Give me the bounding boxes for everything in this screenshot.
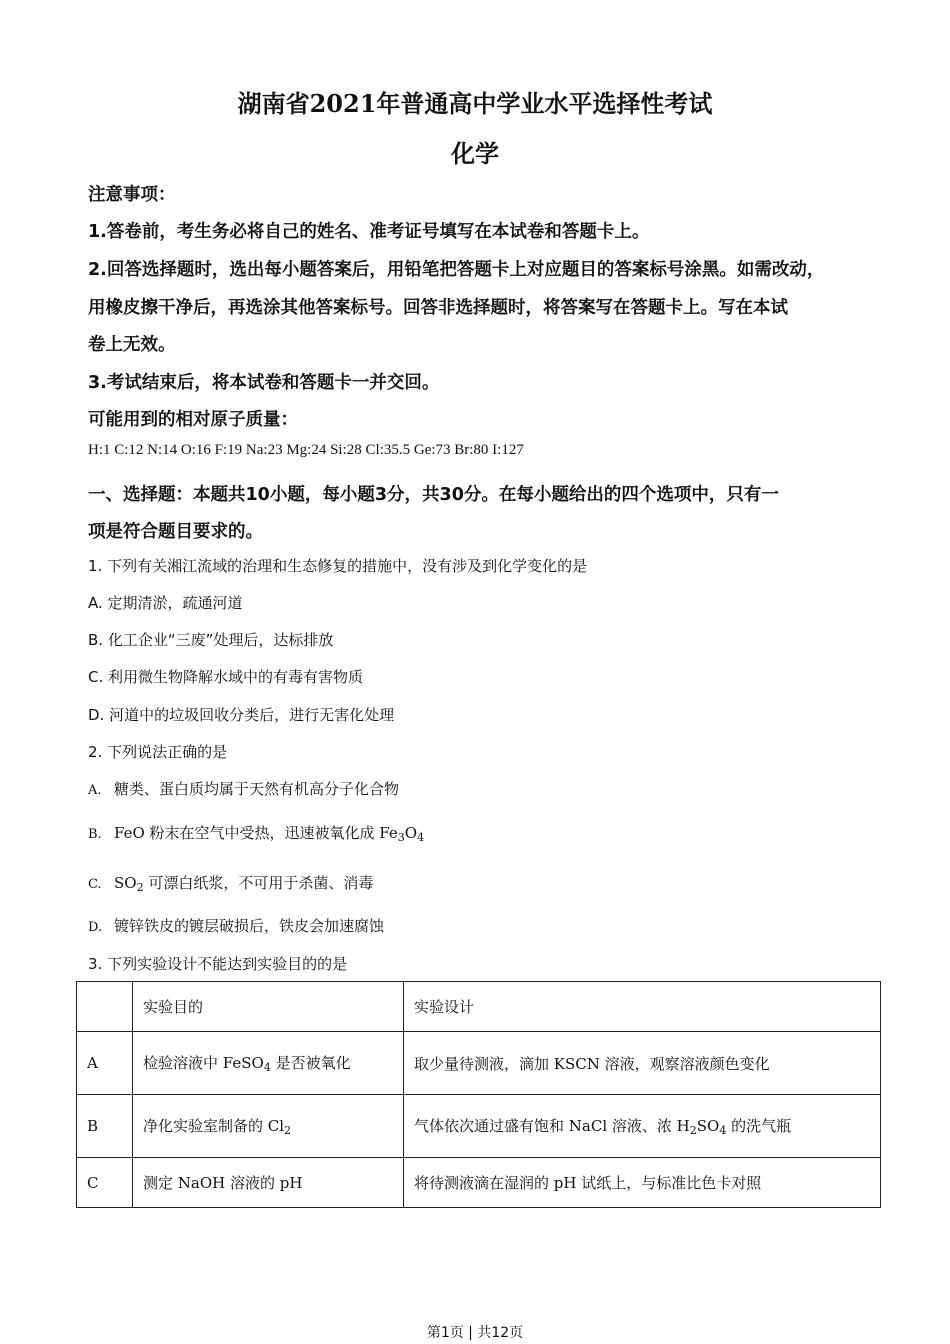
notice-item-3: 3.考试结束后，将本试卷和答题卡一并交回。: [88, 373, 440, 393]
question-1-option-a: A. 定期清淤，疏通河道: [88, 594, 243, 612]
subscript: 2: [136, 881, 144, 894]
design-cell: 取少量待测液，滴加 KSCN 溶液，观察溶液颜色变化: [404, 1032, 881, 1095]
cell-text: 气体依次通过盛有饱和 NaCl 溶液、浓 H: [414, 1117, 690, 1135]
question-1-option-d: D. 河道中的垃圾回收分类后，进行无害化处理: [88, 706, 395, 724]
cell-text: 净化实验室制备的 Cl: [143, 1117, 285, 1135]
subscript: 4: [719, 1124, 727, 1137]
cell-text: 的洗气瓶: [726, 1117, 792, 1135]
page-footer: 第1页 | 共12页: [426, 1325, 524, 1341]
subject-title: 化学: [451, 139, 499, 168]
table-row: [77, 1158, 881, 1208]
cell-text: SO: [696, 1117, 720, 1135]
option-text: 糖类、蛋白质均属于天然有机高分子化合物: [114, 780, 400, 798]
subscript: 4: [417, 831, 425, 844]
table-row: [77, 1032, 881, 1095]
option-text: O: [404, 824, 418, 842]
notice-item-2-line-2: 用橡皮擦干净后，再选涂其他答案标号。回答非选择题时，将答案写在答题卡上。写在本试: [88, 298, 788, 318]
table-header-cell: 实验设计: [404, 982, 881, 1032]
question-2-option-a: [88, 778, 399, 799]
subscript: 2: [284, 1124, 292, 1137]
atomic-mass-heading: 可能用到的相对原子质量：: [88, 410, 298, 430]
section-heading-line-2: 项是符合题目要求的。: [88, 522, 263, 542]
purpose-cell: 测定 NaOH 溶液的 pH: [133, 1158, 404, 1208]
table-row: [77, 1095, 881, 1158]
section-heading-line-1: 一、选择题：本题共10小题，每小题3分，共30分。在每小题给出的四个选项中，只有一: [88, 485, 779, 505]
table-header-cell: 实验目的: [133, 982, 404, 1032]
cell-text: 是否被氧化: [270, 1054, 351, 1072]
notice-item-2-line-1: 2.回答选择题时，选出每小题答案后，用铅笔把答题卡上对应题目的答案标号涂黑。如需改动，: [88, 260, 825, 280]
design-cell: 将待测液滴在湿润的 pH 试纸上，与标准比色卡对照: [404, 1158, 881, 1208]
row-label: A: [77, 1032, 133, 1095]
option-text: FeO 粉末在空气中受热，迅速被氧化成 Fe: [114, 824, 398, 842]
notice-item-1: 1.答卷前，考生务必将自己的姓名、准考证号填写在本试卷和答题卡上。: [88, 222, 650, 242]
question-2-option-b: [88, 822, 424, 844]
option-text: 可漂白纸浆，不可用于杀菌、消毒: [143, 874, 374, 892]
option-letter: D.: [88, 920, 103, 935]
purpose-cell: [133, 1095, 404, 1158]
purpose-cell: [133, 1032, 404, 1095]
subscript: 4: [263, 1061, 271, 1074]
question-1-option-c: C. 利用微生物降解水域中的有毒有害物质: [88, 668, 364, 686]
table-header-row: [77, 982, 881, 1032]
option-text: SO: [114, 874, 137, 892]
notice-heading: 注意事项：: [88, 185, 176, 205]
table-header-cell: [77, 982, 133, 1032]
notice-item-2-line-3: 卷上无效。: [88, 335, 176, 355]
question-2-option-c: [88, 872, 373, 894]
option-letter: A.: [88, 783, 102, 798]
question-2-option-d: [88, 915, 384, 936]
question-1-option-b: B. 化工企业“三废”处理后，达标排放: [88, 631, 334, 649]
option-letter: C.: [88, 877, 102, 892]
row-label: C: [77, 1158, 133, 1208]
question-3-stem: 3. 下列实验设计不能达到实验目的的是: [88, 955, 348, 973]
design-cell: [404, 1095, 881, 1158]
option-letter: B.: [88, 827, 102, 842]
atomic-mass-values: H:1 C:12 N:14 O:16 F:19 Na:23 Mg:24 Si:28 Cl:35.5 Ge:73 Br:80 I:127: [88, 442, 524, 458]
subscript: 2: [689, 1124, 697, 1137]
cell-text: 检验溶液中 FeSO: [143, 1054, 264, 1072]
question-1-stem: 1. 下列有关湘江流域的治理和生态修复的措施中，没有涉及到化学变化的是: [88, 557, 588, 575]
row-label: B: [77, 1095, 133, 1158]
question-2-stem: 2. 下列说法正确的是: [88, 743, 228, 761]
subscript: 3: [397, 831, 405, 844]
page-title: 湖南省2021年普通高中学业水平选择性考试: [237, 89, 713, 118]
experiment-table: [76, 981, 881, 1208]
option-text: 镀锌铁皮的镀层破损后，铁皮会加速腐蚀: [114, 917, 385, 935]
